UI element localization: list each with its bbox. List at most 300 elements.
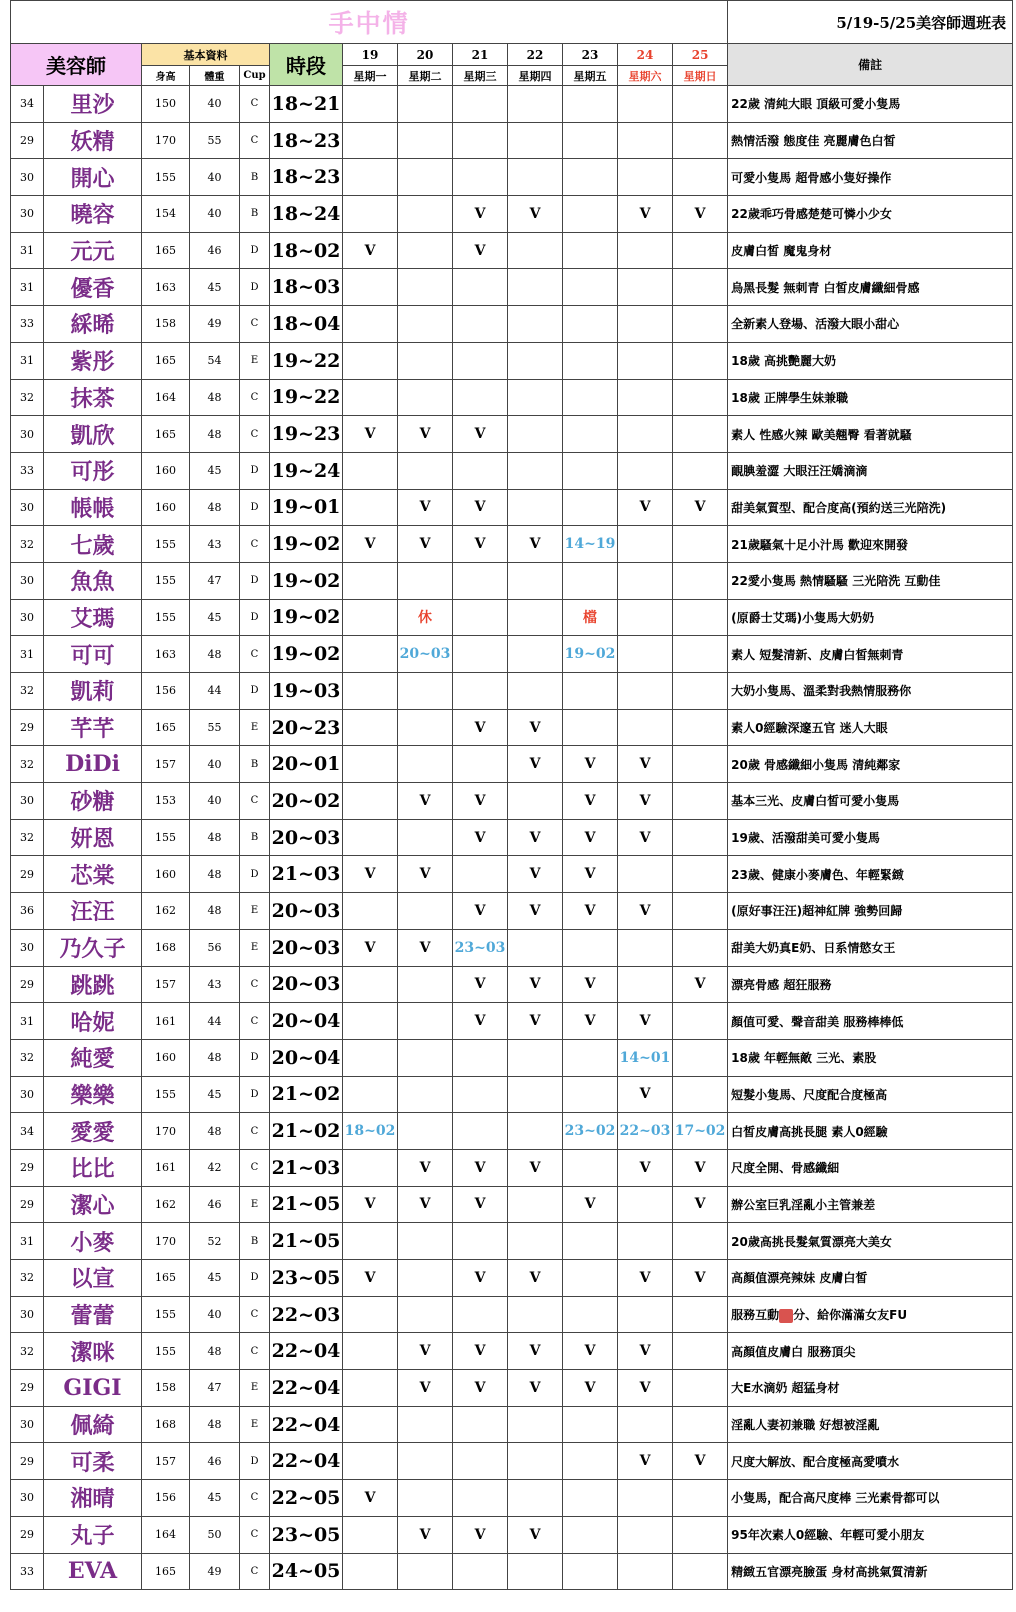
height-cell: 165 [142, 709, 190, 746]
header-date: 20 [398, 44, 453, 66]
table-row [11, 856, 1013, 893]
age-cell: 31 [11, 636, 44, 673]
day-cell [343, 306, 398, 343]
day-cell [618, 379, 673, 416]
day-cell [343, 819, 398, 856]
day-cell [508, 416, 563, 453]
day-cell [508, 1039, 563, 1076]
day-cell [398, 1443, 453, 1480]
table-row [11, 599, 1013, 636]
cup-cell: B [240, 196, 270, 233]
day-cell [563, 1076, 618, 1113]
day-cell: V [618, 1333, 673, 1370]
day-cell [398, 269, 453, 306]
note-cell: 熱情活潑 態度佳 亮麗膚色白皙 [728, 122, 1013, 159]
note-cell: 20歲 骨感纖細小隻馬 清純鄰家 [728, 746, 1013, 783]
day-cell: V [618, 1260, 673, 1297]
name-cell: 乃久子 [44, 929, 142, 966]
name-cell: 小麥 [44, 1223, 142, 1260]
day-cell: V [453, 709, 508, 746]
day-cell [398, 342, 453, 379]
title-row [11, 1, 1013, 44]
age-cell: 32 [11, 746, 44, 783]
day-cell [673, 819, 728, 856]
day-cell: 20~03 [398, 636, 453, 673]
day-cell: V [343, 929, 398, 966]
height-cell: 168 [142, 929, 190, 966]
height-cell: 156 [142, 673, 190, 710]
day-cell: V [618, 1149, 673, 1186]
day-cell [508, 929, 563, 966]
day-cell: V [508, 856, 563, 893]
table-row [11, 929, 1013, 966]
day-cell: V [343, 1260, 398, 1297]
day-cell [508, 1443, 563, 1480]
day-cell [453, 673, 508, 710]
day-cell: V [563, 1333, 618, 1370]
sheet-title: 手中情 [11, 1, 728, 44]
day-cell [453, 562, 508, 599]
day-cell [453, 746, 508, 783]
day-cell: V [508, 1516, 563, 1553]
name-cell: 曉容 [44, 196, 142, 233]
header-time-slot: 時段 [270, 44, 343, 86]
day-cell [673, 1333, 728, 1370]
age-cell: 36 [11, 893, 44, 930]
cup-cell: D [240, 856, 270, 893]
day-cell [618, 342, 673, 379]
day-cell: V [673, 196, 728, 233]
day-cell [618, 1406, 673, 1443]
name-cell: 魚魚 [44, 562, 142, 599]
note-cell: 素人0經驗深邃五官 迷人大眼 [728, 709, 1013, 746]
day-cell: V [343, 1480, 398, 1517]
table-row [11, 893, 1013, 930]
time-slot-cell: 20~03 [270, 966, 343, 1003]
age-cell: 32 [11, 379, 44, 416]
name-cell: 蕾蕾 [44, 1296, 142, 1333]
weight-cell: 45 [190, 599, 240, 636]
day-cell [673, 86, 728, 123]
age-cell: 29 [11, 966, 44, 1003]
time-slot-cell: 23~05 [270, 1516, 343, 1553]
day-cell [563, 1223, 618, 1260]
day-cell [343, 1443, 398, 1480]
day-cell [673, 709, 728, 746]
weight-cell: 48 [190, 1333, 240, 1370]
height-cell: 161 [142, 1149, 190, 1186]
day-cell [673, 856, 728, 893]
height-cell: 158 [142, 1370, 190, 1407]
cup-cell: D [240, 1039, 270, 1076]
age-cell: 30 [11, 1480, 44, 1517]
height-cell: 165 [142, 1553, 190, 1590]
age-cell: 30 [11, 562, 44, 599]
name-cell: 丸子 [44, 1516, 142, 1553]
day-cell: V [453, 196, 508, 233]
height-cell: 165 [142, 1260, 190, 1297]
age-cell: 31 [11, 1223, 44, 1260]
cup-cell: B [240, 746, 270, 783]
day-cell [673, 929, 728, 966]
table-row [11, 636, 1013, 673]
day-cell: 14~01 [618, 1039, 673, 1076]
table-row [11, 783, 1013, 820]
header-basic-info: 基本資料 [142, 44, 270, 66]
header-weekday: 星期一 [343, 66, 398, 86]
day-cell [508, 599, 563, 636]
day-cell: V [398, 783, 453, 820]
cup-cell: C [240, 783, 270, 820]
day-cell [673, 526, 728, 563]
time-slot-cell: 19~02 [270, 636, 343, 673]
name-cell: 哈妮 [44, 1003, 142, 1040]
name-cell: 可柔 [44, 1443, 142, 1480]
weight-cell: 45 [190, 452, 240, 489]
note-cell: 18歲 年輕無敵 三光、素股 [728, 1039, 1013, 1076]
day-cell: 休 [398, 599, 453, 636]
name-cell: 紫彤 [44, 342, 142, 379]
day-cell [618, 1553, 673, 1590]
time-slot-cell: 21~02 [270, 1076, 343, 1113]
day-cell: V [343, 856, 398, 893]
name-cell: 艾瑪 [44, 599, 142, 636]
day-cell [618, 526, 673, 563]
note-cell: 漂亮骨感 超狂服務 [728, 966, 1013, 1003]
day-cell [563, 196, 618, 233]
day-cell [508, 1223, 563, 1260]
day-cell [508, 122, 563, 159]
day-cell: V [618, 196, 673, 233]
table-row [11, 1480, 1013, 1517]
note-cell: 22歲 清純大眼 頂級可愛小隻馬 [728, 86, 1013, 123]
cup-cell: D [240, 452, 270, 489]
day-cell [343, 966, 398, 1003]
age-cell: 30 [11, 783, 44, 820]
time-slot-cell: 22~03 [270, 1296, 343, 1333]
note-cell: 尺度全開、骨感纖細 [728, 1149, 1013, 1186]
weight-cell: 46 [190, 1443, 240, 1480]
weight-cell: 44 [190, 673, 240, 710]
cup-cell: E [240, 1406, 270, 1443]
day-cell [673, 342, 728, 379]
header-date: 21 [453, 44, 508, 66]
day-cell: V [563, 856, 618, 893]
day-cell [618, 1186, 673, 1223]
weight-cell: 40 [190, 1296, 240, 1333]
day-cell [673, 1039, 728, 1076]
day-cell [618, 1223, 673, 1260]
height-cell: 157 [142, 1443, 190, 1480]
day-cell: 22~03 [618, 1113, 673, 1150]
age-cell: 32 [11, 1333, 44, 1370]
day-cell [563, 1443, 618, 1480]
height-cell: 161 [142, 1003, 190, 1040]
height-cell: 160 [142, 856, 190, 893]
day-cell [453, 452, 508, 489]
day-cell [398, 1260, 453, 1297]
height-cell: 165 [142, 416, 190, 453]
day-cell [508, 159, 563, 196]
day-cell [673, 562, 728, 599]
day-cell [398, 1076, 453, 1113]
height-cell: 155 [142, 562, 190, 599]
day-cell [673, 452, 728, 489]
day-cell [398, 966, 453, 1003]
note-cell: 短髮小隻馬、尺度配合度極高 [728, 1076, 1013, 1113]
time-slot-cell: 19~22 [270, 342, 343, 379]
name-cell: 抹茶 [44, 379, 142, 416]
age-cell: 29 [11, 709, 44, 746]
day-cell [398, 306, 453, 343]
time-slot-cell: 21~02 [270, 1113, 343, 1150]
height-cell: 164 [142, 1516, 190, 1553]
header-cup: Cup [240, 66, 270, 86]
age-cell: 33 [11, 452, 44, 489]
day-cell: V [563, 746, 618, 783]
height-cell: 164 [142, 379, 190, 416]
day-cell [563, 1039, 618, 1076]
day-cell [673, 122, 728, 159]
table-row [11, 709, 1013, 746]
day-cell: V [453, 1003, 508, 1040]
day-cell [618, 1516, 673, 1553]
header-height: 身高 [142, 66, 190, 86]
day-cell [673, 1296, 728, 1333]
day-cell: V [453, 1186, 508, 1223]
cup-cell: D [240, 562, 270, 599]
table-row [11, 306, 1013, 343]
day-cell: V [618, 783, 673, 820]
day-cell: V [453, 489, 508, 526]
note-cell: 尺度大解放、配合度極高愛噴水 [728, 1443, 1013, 1480]
day-cell: 17~02 [673, 1113, 728, 1150]
note-cell: 基本三光、皮膚白皙可愛小隻馬 [728, 783, 1013, 820]
note-cell: 甜美大奶真E奶、日系情慾女王 [728, 929, 1013, 966]
weight-cell: 40 [190, 86, 240, 123]
cup-cell: C [240, 1480, 270, 1517]
age-cell: 33 [11, 1553, 44, 1590]
day-cell [508, 269, 563, 306]
table-row [11, 1370, 1013, 1407]
age-cell: 34 [11, 1113, 44, 1150]
day-cell [673, 1480, 728, 1517]
day-cell: V [343, 416, 398, 453]
day-cell [343, 1039, 398, 1076]
cup-cell: E [240, 342, 270, 379]
height-cell: 162 [142, 893, 190, 930]
weight-cell: 40 [190, 196, 240, 233]
height-cell: 160 [142, 452, 190, 489]
day-cell: V [563, 819, 618, 856]
day-cell [453, 122, 508, 159]
day-cell [343, 159, 398, 196]
time-slot-cell: 19~02 [270, 562, 343, 599]
cup-cell: D [240, 599, 270, 636]
time-slot-cell: 19~01 [270, 489, 343, 526]
day-cell: V [398, 1370, 453, 1407]
header-date: 22 [508, 44, 563, 66]
day-cell [563, 379, 618, 416]
name-cell: DiDi [44, 746, 142, 783]
day-cell [508, 783, 563, 820]
day-cell [618, 122, 673, 159]
day-cell [673, 599, 728, 636]
day-cell [673, 783, 728, 820]
header-weekday: 星期日 [673, 66, 728, 86]
day-cell [453, 1296, 508, 1333]
day-cell [453, 86, 508, 123]
note-text: 分、給你滿滿女友FU [793, 1308, 908, 1323]
weight-cell: 43 [190, 966, 240, 1003]
age-cell: 29 [11, 856, 44, 893]
day-cell: V [618, 819, 673, 856]
schedule-table [10, 0, 1013, 1590]
height-cell: 155 [142, 1333, 190, 1370]
note-cell: 大E水滴奶 超猛身材 [728, 1370, 1013, 1407]
day-cell [508, 673, 563, 710]
day-cell [563, 489, 618, 526]
age-cell: 30 [11, 599, 44, 636]
day-cell [453, 1039, 508, 1076]
name-cell: 可彤 [44, 452, 142, 489]
day-cell [398, 232, 453, 269]
day-cell [453, 1113, 508, 1150]
day-cell [673, 636, 728, 673]
weight-cell: 44 [190, 1003, 240, 1040]
day-cell [453, 1406, 508, 1443]
day-cell [563, 709, 618, 746]
day-cell: V [673, 489, 728, 526]
time-slot-cell: 21~03 [270, 856, 343, 893]
time-slot-cell: 22~04 [270, 1406, 343, 1443]
day-cell [343, 893, 398, 930]
day-cell [398, 1039, 453, 1076]
time-slot-cell: 18~03 [270, 269, 343, 306]
weight-cell: 46 [190, 232, 240, 269]
header-date: 19 [343, 44, 398, 66]
note-cell: 高顏值皮膚白 服務頂尖 [728, 1333, 1013, 1370]
cup-cell: B [240, 1223, 270, 1260]
day-cell: V [508, 196, 563, 233]
cup-cell: B [240, 819, 270, 856]
header-date: 25 [673, 44, 728, 66]
table-row [11, 1296, 1013, 1333]
day-cell: V [398, 526, 453, 563]
weight-cell: 55 [190, 709, 240, 746]
day-cell [618, 562, 673, 599]
day-cell [618, 599, 673, 636]
height-cell: 165 [142, 232, 190, 269]
day-cell [563, 159, 618, 196]
note-cell: 素人 短髮清新、皮膚白皙無刺青 [728, 636, 1013, 673]
name-cell: 砂糖 [44, 783, 142, 820]
name-cell: 樂樂 [44, 1076, 142, 1113]
day-cell: 19~02 [563, 636, 618, 673]
day-cell [563, 673, 618, 710]
weight-cell: 43 [190, 526, 240, 563]
name-cell: 潔咪 [44, 1333, 142, 1370]
day-cell [673, 673, 728, 710]
height-cell: 155 [142, 1296, 190, 1333]
height-cell: 155 [142, 526, 190, 563]
weight-cell: 45 [190, 1480, 240, 1517]
table-row [11, 196, 1013, 233]
note-cell: 皮膚白皙 魔鬼身材 [728, 232, 1013, 269]
day-cell [343, 269, 398, 306]
cup-cell: C [240, 122, 270, 159]
table-row [11, 416, 1013, 453]
day-cell [343, 1223, 398, 1260]
table-row [11, 1260, 1013, 1297]
time-slot-cell: 19~23 [270, 416, 343, 453]
time-slot-cell: 18~04 [270, 306, 343, 343]
age-cell: 30 [11, 929, 44, 966]
day-cell [563, 452, 618, 489]
table-row [11, 379, 1013, 416]
age-cell: 30 [11, 159, 44, 196]
day-cell: V [398, 929, 453, 966]
day-cell [563, 416, 618, 453]
age-cell: 30 [11, 1076, 44, 1113]
header-row-1 [11, 44, 1013, 66]
table-row [11, 1076, 1013, 1113]
day-cell [343, 342, 398, 379]
table-row [11, 232, 1013, 269]
day-cell [508, 306, 563, 343]
day-cell: V [508, 893, 563, 930]
day-cell [563, 86, 618, 123]
day-cell [508, 562, 563, 599]
weight-cell: 52 [190, 1223, 240, 1260]
day-cell [398, 1480, 453, 1517]
time-slot-cell: 18~23 [270, 159, 343, 196]
header-date: 24 [618, 44, 673, 66]
day-cell [453, 636, 508, 673]
day-cell [453, 1076, 508, 1113]
day-cell [618, 636, 673, 673]
note-cell: 小隻馬，配合高尺度棒 三光素骨都可以 [728, 1480, 1013, 1517]
day-cell [398, 1113, 453, 1150]
table-row [11, 1113, 1013, 1150]
day-cell: 23~02 [563, 1113, 618, 1150]
day-cell [343, 196, 398, 233]
day-cell [398, 196, 453, 233]
day-cell [563, 1149, 618, 1186]
day-cell [508, 1186, 563, 1223]
day-cell [343, 489, 398, 526]
day-cell [343, 379, 398, 416]
day-cell [508, 232, 563, 269]
name-cell: 里沙 [44, 86, 142, 123]
table-row [11, 1186, 1013, 1223]
day-cell [343, 1003, 398, 1040]
weight-cell: 48 [190, 489, 240, 526]
day-cell [398, 562, 453, 599]
day-cell [563, 1296, 618, 1333]
weight-cell: 48 [190, 856, 240, 893]
weight-cell: 46 [190, 1186, 240, 1223]
height-cell: 162 [142, 1186, 190, 1223]
weight-cell: 42 [190, 1149, 240, 1186]
table-row [11, 526, 1013, 563]
note-cell: 19歲、活潑甜美可愛小隻馬 [728, 819, 1013, 856]
day-cell [398, 1406, 453, 1443]
age-cell: 32 [11, 526, 44, 563]
name-cell: 妍恩 [44, 819, 142, 856]
age-cell: 29 [11, 1370, 44, 1407]
name-cell: 愛愛 [44, 1113, 142, 1150]
